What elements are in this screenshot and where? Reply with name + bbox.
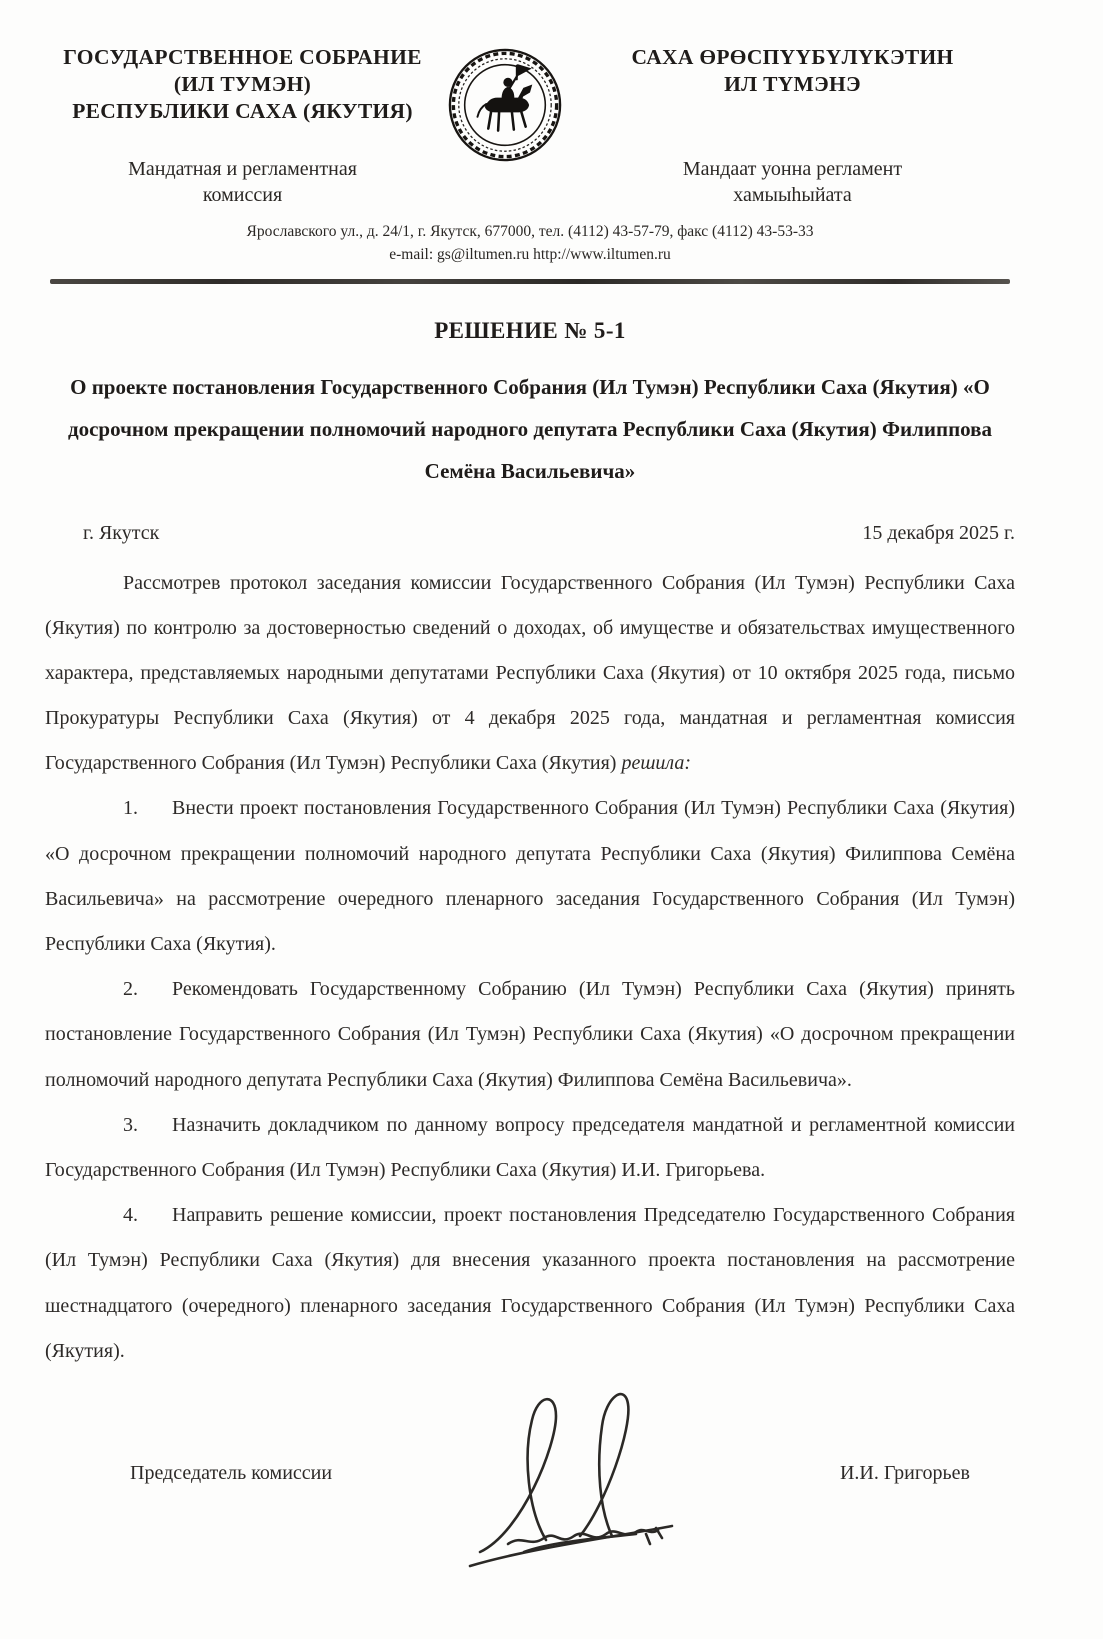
commission-name-line: комиссия [202,184,283,206]
commission-name-line: Мандатная и регламентная [128,158,357,180]
document-title: РЕШЕНИЕ № 5-1 [434,317,626,343]
item-text: Рекомендовать Государственному Собранию (Ил Тумэн) Республики Саха (Якутия) принять постановление Государственного Собрания (Ил Тумэн) Республики Саха (Якутия) «О досрочном прекращении полномочий народного депутата Республики Саха (Якутия) Филиппова Семёна Васильевича». [45,978,1015,1091]
letterhead-divider-rule [50,279,1010,284]
resolution-text [45,561,1015,1374]
org-name-line: РЕСПУБЛИКИ САХА (ЯКУТИЯ) [72,99,413,124]
commission-name-sakha [570,156,1015,208]
item-text: Направить решение комиссии, проект постановления Председателю Государственного Собрания (Ил Тумэн) Республики Саха (Якутия) для внесения указанного проекта постановления на рассмотрение шестнадцатого (очередного) пленарного заседания Государственного Собрания (Ил Тумэн) Республики Саха (Якутия). [45,1204,1015,1362]
commission-name-line: хамыыһыйата [733,184,852,206]
intro-paragraph [45,561,1015,787]
email-website-line: e-mail: gs@iltumen.ru http://www.iltumen.ru [389,246,671,264]
item-number: 2. [123,978,138,1001]
letterhead-emblem-column [440,44,570,164]
item-number: 4. [123,1204,138,1227]
letterhead-left-column [45,44,440,208]
signature-block [45,1462,1015,1485]
intro-paragraph-text: Рассмотрев протокол заседания комиссии Государственного Собрания (Ил Тумэн) Республики Саха (Якутия) по контролю за достоверностью сведений о доходах, об имуществе и обязательствах имущественного характера, представляемых народными депутатами Республики Саха (Якутия) от 10 октября 2025 года, письмо Прокуратуры Республики Саха (Якутия) от 4 декабря 2025 года, мандатная и регламентная комиссия Государственного Собрания (Ил Тумэн) Республики Саха (Якутия) [45,571,1015,775]
item-number: 3. [123,1113,138,1136]
org-name-line: ИЛ ТҮМЭНЭ [724,72,861,97]
item-number: 1. [123,797,138,820]
resolution-item-4 [45,1193,1015,1374]
org-name-line: САХА ӨРӨСПҮҮБҮЛҮКЭТИН [631,45,954,69]
letterhead-right-column [570,44,1015,208]
signer-name: И.И. Григорьев [839,1461,970,1484]
document-subject: О проекте постановления Государственного Собрания (Ил Тумэн) Республики Саха (Якутия) «О досрочном прекращении полномочий народного депутата Республики Саха (Якутия) Филиппова Семёна Васильевича» [67,374,993,483]
org-name-sakha [570,44,1015,148]
document-date: 15 декабря 2025 г. [862,521,1015,544]
org-name-line: (ИЛ ТУМЭН) [173,72,312,97]
commission-name-line: Мандаат уонна регламент [682,158,903,180]
contact-info [45,220,1015,267]
letterhead [45,44,1015,284]
commission-name-russian [45,156,440,208]
handwritten-signature-icon [460,1384,750,1572]
sakha-horseman-seal-icon [446,46,564,164]
resolution-item-1 [45,786,1015,967]
intro-paragraph-emphasis: решила: [621,752,692,775]
item-text: Назначить докладчиком по данному вопросу председателя мандатной и регламентной комиссии Государственного Собрания (Ил Тумэн) Республики Саха (Якутия) И.И. Григорьева. [45,1113,1015,1181]
signer-role: Председатель комиссии [130,1461,333,1484]
document-body [45,318,1015,1485]
resolution-item-2 [45,967,1015,1103]
address-phone-line: Ярославского ул., д. 24/1, г. Якутск, 677000, тел. (4112) 43-57-79, факс (4112) 43-53-33 [246,223,814,240]
org-name-russian [45,44,440,148]
place-date-row [45,522,1015,545]
org-name-line: ГОСУДАРСТВЕННОЕ СОБРАНИЕ [63,45,422,69]
resolution-item-3 [45,1103,1015,1193]
item-text: Внести проект постановления Государственного Собрания (Ил Тумэн) Республики Саха (Якутия) «О досрочном прекращении полномочий народного депутата Республики Саха (Якутия) Филиппова Семёна Васильевича» на рассмотрение очередного пленарного заседания Государственного Собрания (Ил Тумэн) Республики Саха (Якутия). [45,797,1015,955]
document-place: г. Якутск [83,521,160,544]
